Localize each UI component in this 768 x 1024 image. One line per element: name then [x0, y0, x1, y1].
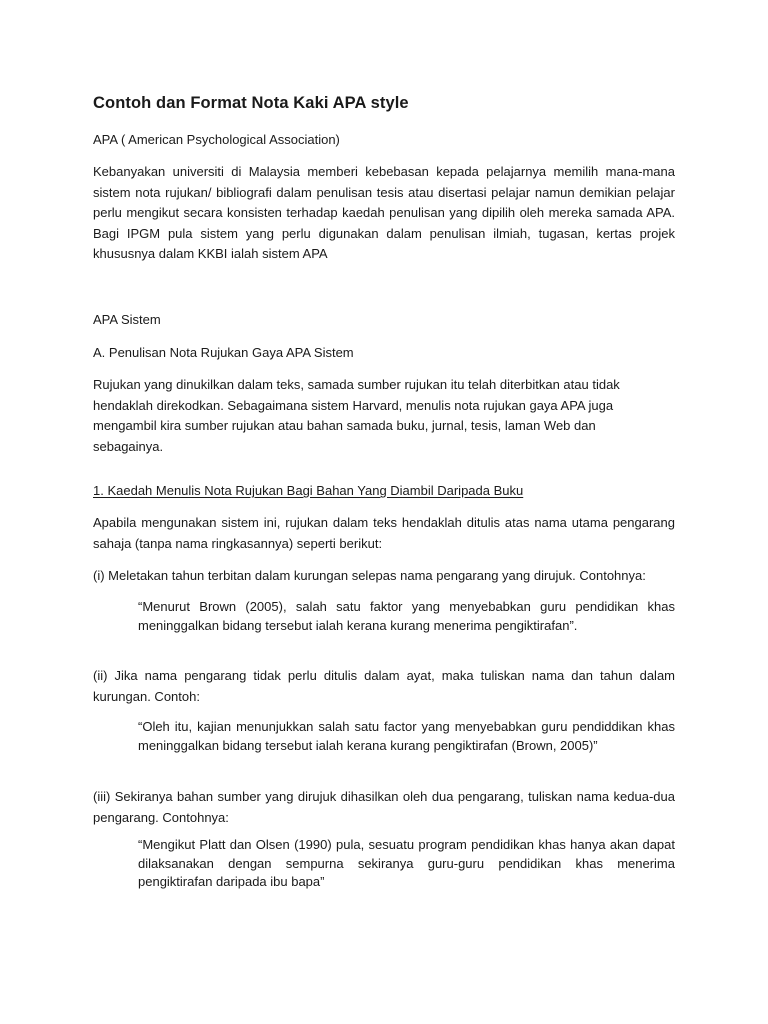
subtitle: APA ( American Psychological Association) [93, 132, 340, 147]
section-label: APA Sistem [93, 312, 161, 327]
document-title: Contoh dan Format Nota Kaki APA style [93, 94, 409, 112]
section-a-body: Rujukan yang dinukilkan dalam teks, samada sumber rujukan itu telah diterbitkan atau tidak hendaklah direkodkan. Sebagaimana sistem Harvard, menulis nota rujukan gaya APA juga mengambil kira sumber rujukan atau bahan samada buku, jurnal, tesis, laman Web dan sebagainya. [93, 377, 620, 454]
quote-i: “Menurut Brown (2005), salah satu faktor yang menyebabkan guru pendidikan khas meninggalkan bidang tersebut ialah kerana kurang menerima pengiktirafan”. [138, 599, 675, 633]
heading-1-body: Apabila mengunakan sistem ini, rujukan dalam teks hendaklah ditulis atas nama utama pengarang sahaja (tanpa nama ringkasannya) seperti berikut: [93, 515, 675, 551]
intro-paragraph: Kebanyakan universiti di Malaysia memberi kebebasan kepada pelajarnya memilih mana-mana sistem nota rujukan/ bibliografi dalam penulisan tesis atau disertasi pelajar namun demikian pelajar perlu mengikut secara konsisten terhadap kaedah penulisan yang dipilih oleh mereka samada APA. Bagi IPGM pula sistem yang perlu digunakan dalam penulisan ilmiah, tugasan, kertas projek khususnya dalam KKBI ialah sistem APA [93, 164, 675, 261]
item-i: (i) Meletakan tahun terbitan dalam kurungan selepas nama pengarang yang dirujuk. Contohnya: [93, 568, 646, 583]
section-a-heading: A. Penulisan Nota Rujukan Gaya APA Sistem [93, 345, 354, 360]
item-ii: (ii) Jika nama pengarang tidak perlu ditulis dalam ayat, maka tuliskan nama dan tahun dalam kurungan. Contoh: [93, 668, 675, 704]
quote-ii: “Oleh itu, kajian menunjukkan salah satu factor yang menyebabkan guru pendiddikan khas meninggalkan bidang tersebut ialah kerana kurang pengiktirafan (Brown, 2005)” [138, 719, 675, 753]
heading-1: 1. Kaedah Menulis Nota Rujukan Bagi Bahan Yang Diambil Daripada Buku [93, 483, 524, 498]
item-iii: (iii) Sekiranya bahan sumber yang dirujuk dihasilkan oleh dua pengarang, tuliskan nama kedua-dua pengarang. Contohnya: [93, 789, 675, 825]
quote-iii: “Mengikut Platt dan Olsen (1990) pula, sesuatu program pendidikan khas hanya akan dapat dilaksanakan dengan sempurna sekiranya guru-guru pendidikan khas menerima pengiktirafan daripada ibu bapa” [138, 837, 675, 889]
